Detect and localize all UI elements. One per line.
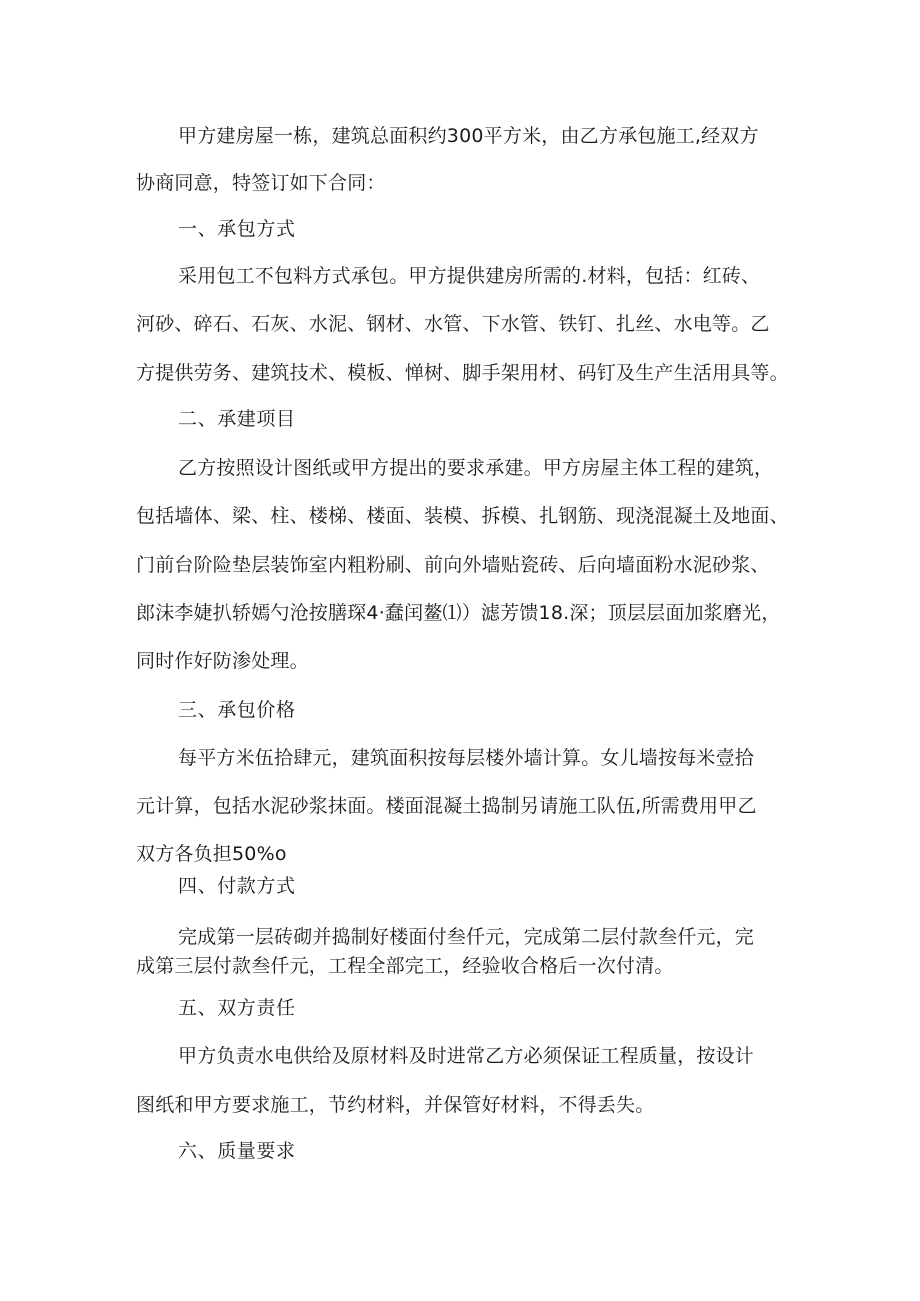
section-4-line-1: 完成第一层砖砌并捣制好楼面付叁仟元，完成第二层付款叁仟元，完 [178,926,755,948]
section-heading-quality-requirements: 六、质量要求 [178,1140,296,1162]
section-2-line-3: 门前台阶险垫层装饰室内粗粉刷、前向外墙贴瓷砖、后向墙面粉水泥砂浆、 [136,554,770,576]
section-2-line-4: 郎沫李婕扒轿嫣勺沧按膳琛4·蠢闰鳌⑴）滤芳馈18.深；顶层层面加浆磨光， [136,602,781,624]
section-heading-responsibilities: 五、双方责任 [178,997,296,1019]
section-heading-construction-items: 二、承建项目 [178,408,296,430]
section-heading-payment-method: 四、付款方式 [178,875,296,897]
section-2-line-2: 包括墙体、梁、柱、楼梯、楼面、装模、拆模、扎钢筋、现浇混凝土及地面、 [136,505,789,527]
intro-line-2: 协商同意，特签订如下合同： [136,172,386,194]
section-3-line-2: 元计算，包括水泥砂浆抹面。楼面混凝土捣制另请施工队伍,所需费用甲乙 [136,795,757,817]
section-2-line-1: 乙方按照设计图纸或甲方提出的要求承建。甲方房屋主体工程的建筑， [178,457,774,479]
section-4-line-2: 成第三层付款叁仟元，工程全部完工，经验收合格后一次付清。 [136,955,674,977]
section-1-line-2: 河砂、碎石、石灰、水泥、钢材、水管、下水管、铁钉、扎丝、水电等。乙 [136,313,770,335]
section-5-line-1: 甲方负责水电供给及原材料及时进常乙方必须保证工程质量，按设计 [178,1045,755,1067]
section-heading-contract-price: 三、承包价格 [178,699,296,721]
section-1-line-3: 方提供劳务、建筑技术、模板、惮树、脚手架用材、码钉及生产生活用具等。 [136,362,789,384]
intro-line-1: 甲方建房屋一栋，建筑总面积约300平方米，由乙方承包施工,经双方 [178,125,759,147]
section-3-line-3: 双方各负担50%o [136,843,287,865]
section-heading-contract-method: 一、承包方式 [178,218,296,240]
section-5-line-2: 图纸和甲方要求施工，节约材料，并保管好材料，不得丢失。 [136,1094,655,1116]
section-2-line-5: 同时作好防渗处理。 [136,650,309,672]
section-1-line-1: 采用包工不包料方式承包。甲方提供建房所需的.材料，包括：红砖、 [178,265,761,287]
section-3-line-1: 每平方米伍拾肆元，建筑面积按每层楼外墙计算。女儿墙按每米壹拾 [178,747,755,769]
